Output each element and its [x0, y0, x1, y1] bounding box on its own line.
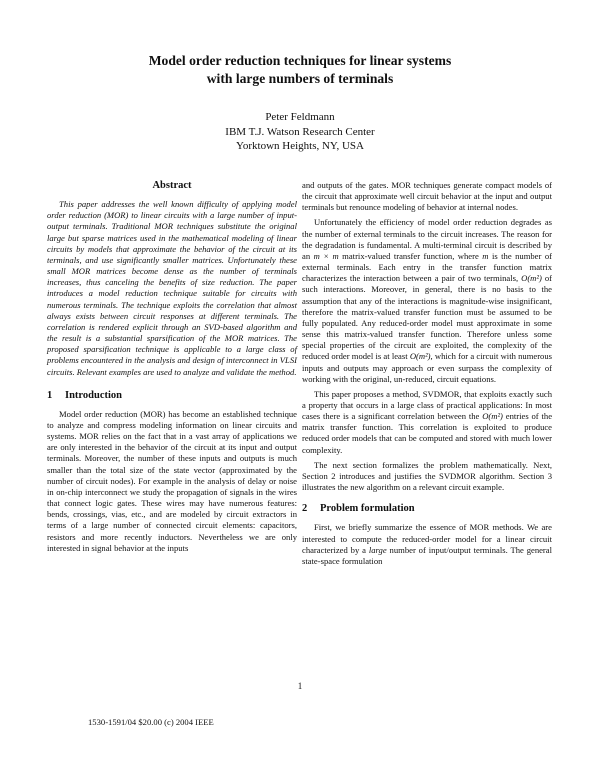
title-line-2: with large numbers of terminals	[206, 71, 394, 86]
author-affiliation: IBM T.J. Watson Research Center	[225, 125, 375, 138]
page-number: 1	[297, 681, 303, 691]
section-heading-problem-formulation	[302, 503, 552, 514]
copyright-notice: 1530-1591/04 $20.00 (c) 2004 IEEE	[88, 717, 214, 727]
abstract-text: This paper addresses the well known difficulty of applying model order reduction (MOR) to linear circuits with a large number of input-output terminals. Traditional MOR techniques substitute the original large but sparse matrices used in the mathematical modeling of linear circuits by models that approximate the behavior of the circuit at its terminals, and use significantly smaller matrices. Unfortunately these small MOR matrices become dense as the number of terminals increases, thus canceling the benefits of size reduction. The paper introduces a model reduction technique suitable for circuits with numerous terminals. The technique exploits the correlation that almost always exists between circuit responses at different terminals. The correlation is rendered explicit through an SVD-based algorithm and the result is a substantial sparsification of the MOR matrices. The proposed sparsification technique is applicable to a large class of problems encountered in the analysis and design of interconnect in VLSI circuits. Relevant examples are used to analyze and validate the method.	[47, 199, 297, 377]
intro-paragraph-1: Model order reduction (MOR) has become an established technique to analyze and compress modeling information on linear circuits and systems. MOR relies on the fact that in a vast array of applications we are only interested in the behavior of the circuit at its input and output terminals. Moreover, the number of these inputs and outputs is much smaller than the total size of the state vector (approximated by the number of circuit nodes). For example in the analysis of delay or noise in on-chip interconnect we study the propagation of signals in the wires that connect logic gates. These wires may have numerous features: bends, crossings, vias, etc., and are modeled by circuit extractors in terms of a large number of connected circuit elements: capacitors, resistors and more recently inductors. Nevertheless we are only interested in signal behavior at the inputs	[47, 408, 297, 553]
section-number: 2	[302, 503, 308, 515]
title-line-1: Model order reduction techniques for linear systems	[148, 53, 452, 68]
abstract-heading: Abstract	[152, 180, 192, 191]
intro-paragraph-4: The next section formalizes the problem mathematically. Next, Section 2 introduces and justifies the SVDMOR algorithm. Section 3 illustrates the new algorithm on a relevant circuit example.	[302, 459, 552, 493]
author-block	[100, 110, 500, 154]
intro-paragraph-3: This paper proposes a method, SVDMOR, that exploits exactly such a property that occurs in a large class of practical applications: In most cases there is a significant correlation between the O(m²) entries of the matrix transfer function. This correlation is exploited to produce reduced order models that can be computed and stored with much lower complexity.	[302, 388, 553, 455]
paper-title	[60, 52, 540, 88]
intro-paragraph-1-continued: and outputs of the gates. MOR techniques generate compact models of the circuit that approximate well circuit behavior at the input and output terminals but renounce modeling of behavior at internal nodes.	[302, 180, 552, 213]
section-title: Introduction	[65, 389, 122, 401]
section-title: Problem formulation	[320, 503, 415, 515]
author-location: Yorktown Heights, NY, USA	[236, 140, 364, 152]
right-column	[302, 180, 552, 571]
left-column	[47, 180, 297, 558]
problem-paragraph-1: First, we briefly summarize the essence of MOR methods. We are interested to compute the reduced-order model for a linear circuit characterized by a large number of input/output terminals. The general state-space formulation	[302, 522, 552, 566]
intro-paragraph-2: Unfortunately the efficiency of model order reduction degrades as the number of external terminals to the circuit increases. The reason for the degradation is fundamental. A multi-terminal circuit is described by an m × m matrix-valued transfer function, where m is the number of external terminals. Each entry in the transfer function matrix characterizes the interaction between a pair of two terminals, O(m²) of such interactions. Moreover, in general, there is no basis to the assumption that any of the interactions is magnitude-wise insignificant, therefore the matrix-valued transfer function must be assumed to be fully populated. Any reduced-order model must approximate in some sense this matrix-valued transfer function. Therefore unless some special properties of the circuit are exploited, the complexity of the reduced order model is at least O(m²), which for a circuit with numerous inputs and outputs may approach or even surpass the complexity of working with the original, un-reduced, circuit equations.	[302, 217, 552, 384]
section-number: 1	[47, 389, 53, 401]
section-heading-introduction	[47, 390, 297, 401]
author-name: Peter Feldmann	[265, 111, 335, 123]
